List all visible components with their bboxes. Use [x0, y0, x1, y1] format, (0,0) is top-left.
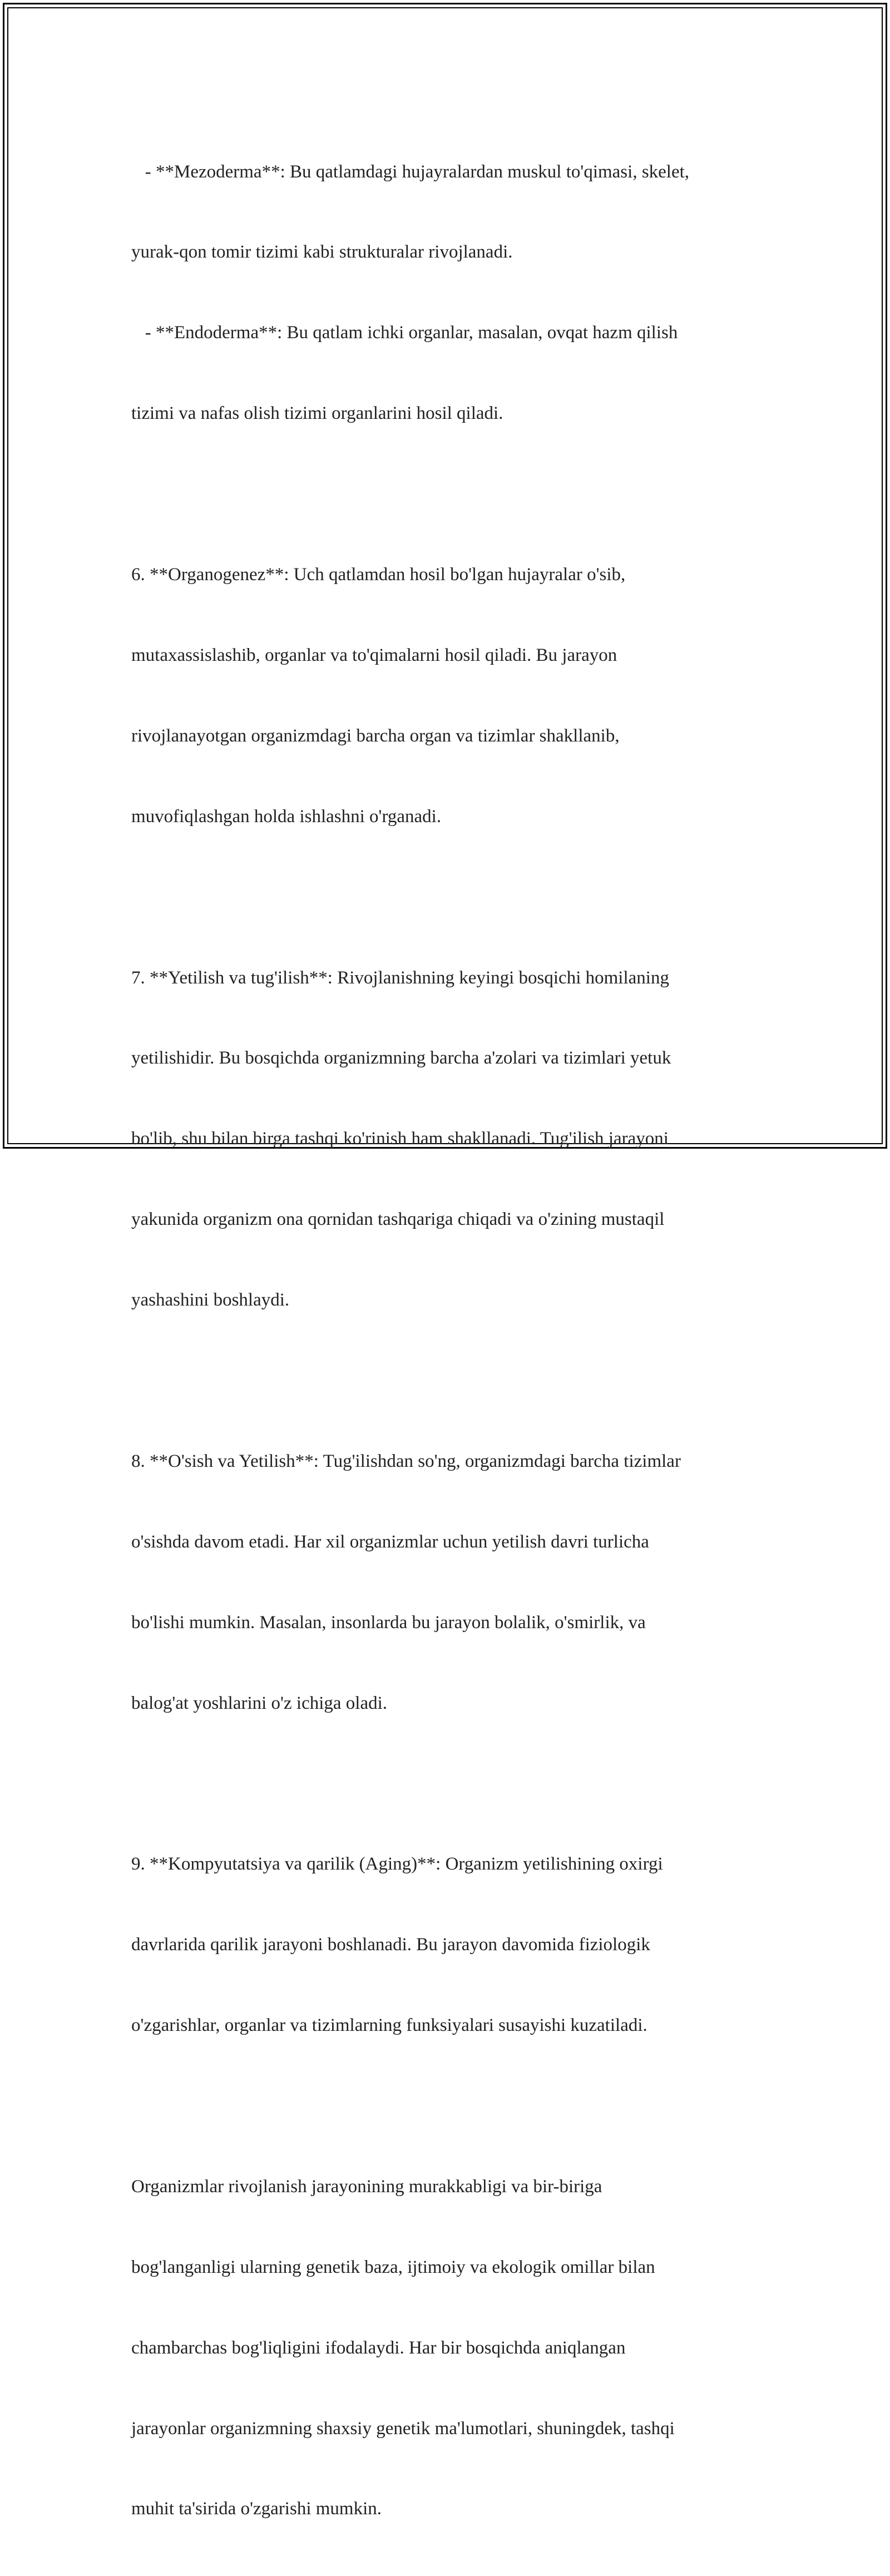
text-line: bo'lib, shu bilan birga tashqi ko'rinish ham shakllanadi. Tug'ilish jarayoni	[131, 1129, 669, 1149]
text-line: 8. **O'sish va Yetilish**: Tug'ilishdan so'ng, organizmdagi barcha tizimlar	[131, 1451, 681, 1471]
paragraph-germ-layers	[131, 105, 760, 481]
text-line: 7. **Yetilish va tug'ilish**: Rivojlanishning keyingi bosqichi homilaning	[131, 967, 669, 988]
text-line: - **Mezoderma**: Bu qatlamdagi hujayralardan muskul to'qimasi, skelet,	[131, 161, 690, 182]
text-line: rivojlanayotgan organizmdagi barcha organ va tizimlar shakllanib,	[131, 725, 620, 746]
paragraph-gap	[131, 1770, 760, 1797]
text-line: balog'at yoshlarini o'z ichiga oladi.	[131, 1693, 388, 1713]
text-line: bog'langanligi ularning genetik baza, ijtimoiy va ekologik omillar bilan	[131, 2257, 655, 2277]
paragraph-gap	[131, 1367, 760, 1394]
text-line: 9. **Kompyutatsiya va qarilik (Aging)**: Organizm yetilishining oxirgi	[131, 1854, 663, 1875]
text-line: - **Endoderma**: Bu qatlam ichki organlar, masalan, ovqat hazm qilish	[131, 323, 678, 343]
text-line: 6. **Organogenez**: Uch qatlamdan hosil bo'lgan hujayralar o'sib,	[131, 565, 626, 585]
paragraph-yetilish-tugilish	[131, 911, 760, 1367]
text-line: yashashini boshlaydi.	[131, 1290, 290, 1311]
text-line: o'sishda davom etadi. Har xil organizmlar uchun yetilish davri turlicha	[131, 1531, 649, 1552]
text-line: yurak-qon tomir tizimi kabi strukturalar rivojlanadi.	[131, 242, 513, 263]
text-line: tizimi va nafas olish tizimi organlarini hosil qiladi.	[131, 403, 503, 424]
text-line: bo'lishi mumkin. Masalan, insonlarda bu jarayon bolalik, o'smirlik, va	[131, 1612, 646, 1633]
text-line: jarayonlar organizmning shaxsiy genetik ma'lumotlari, shuningdek, tashqi	[131, 2418, 675, 2439]
text-line: muhit ta'sirida o'zgarishi mumkin.	[131, 2499, 382, 2519]
document-body	[131, 105, 760, 2576]
paragraph-osish-yetilish	[131, 1394, 760, 1770]
paragraph-conclusion	[131, 2119, 760, 2576]
text-line: yetilishidir. Bu bosqichda organizmning barcha a'zolari va tizimlari yetuk	[131, 1048, 671, 1069]
text-line: davrlarida qarilik jarayoni boshlanadi. Bu jarayon davomida fiziologik	[131, 1935, 650, 1955]
text-line: o'zgarishlar, organlar va tizimlarning funksiyalari susayishi kuzatiladi.	[131, 2015, 647, 2036]
paragraph-gap	[131, 2093, 760, 2119]
text-line: Organizmlar rivojlanish jarayonining murakkabligi va bir-biriga	[131, 2176, 602, 2197]
paragraph-organogenez	[131, 507, 760, 883]
paragraph-gap	[131, 884, 760, 911]
paragraph-gap	[131, 481, 760, 507]
text-line: muvofiqlashgan holda ishlashni o'rganadi.	[131, 806, 442, 827]
text-line: mutaxassislashib, organlar va to'qimalarni hosil qiladi. Bu jarayon	[131, 645, 617, 665]
text-line: yakunida organizm ona qornidan tashqariga chiqadi va o'zining mustaqil	[131, 1209, 665, 1230]
paragraph-qarilik	[131, 1797, 760, 2093]
text-line: chambarchas bog'liqligini ifodalaydi. Har bir bosqichda aniqlangan	[131, 2337, 626, 2358]
